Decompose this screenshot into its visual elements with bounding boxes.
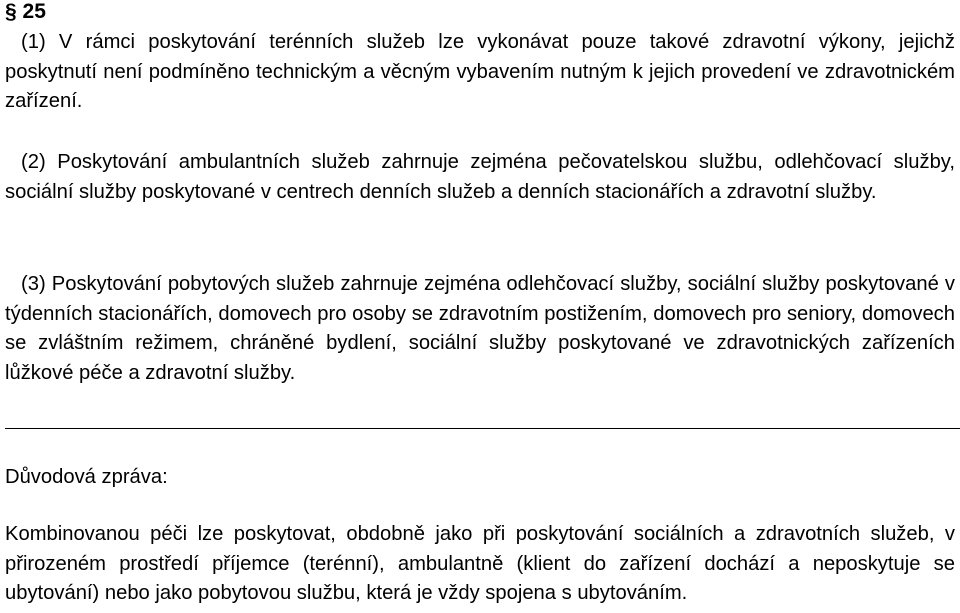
paragraph-1-text: (1) V rámci poskytování terénních služeb lze vykonávat pouze takové zdravotní výkony, jejichž poskytnutí není podmíněno technickým a věcným vybavením nutným k jejich provedení ve zdravotnickém zařízení.	[5, 31, 955, 112]
paragraph-2	[5, 148, 955, 207]
paragraph-2-text: (2) Poskytování ambulantních služeb zahrnuje zejména pečovatelskou službu, odlehčovací služby, sociální služby poskytované v centrech denních služeb a denních stacionářích a zdravotní služby.	[5, 151, 955, 203]
paragraph-3-text: (3) Poskytování pobytových služeb zahrnuje zejména odlehčovací služby, sociální služby poskytované v týdenních stacionářích, domovech pro osoby se zdravotním postižením, domovech pro seniory, domovech se zvláštním režimem, chráněné bydlení, sociální služby poskytované ve zdravotnických zařízeních lůžkové péče a zdravotní služby.	[5, 273, 955, 384]
section-heading: § 25	[5, 0, 46, 23]
horizontal-divider	[5, 428, 960, 429]
explanatory-report-text: Kombinovanou péči lze poskytovat, obdobně jako při poskytování sociálních a zdravotních služeb, v přirozeném prostředí příjemce (terénní), ambulantně (klient do zařízení dochází a neposkytuje se ubytování) nebo jako pobytovou službu, která je vždy spojena s ubytováním.	[5, 523, 955, 604]
paragraph-3	[5, 270, 955, 388]
explanatory-report-heading: Důvodová zpráva:	[5, 466, 168, 488]
paragraph-1	[5, 28, 955, 117]
